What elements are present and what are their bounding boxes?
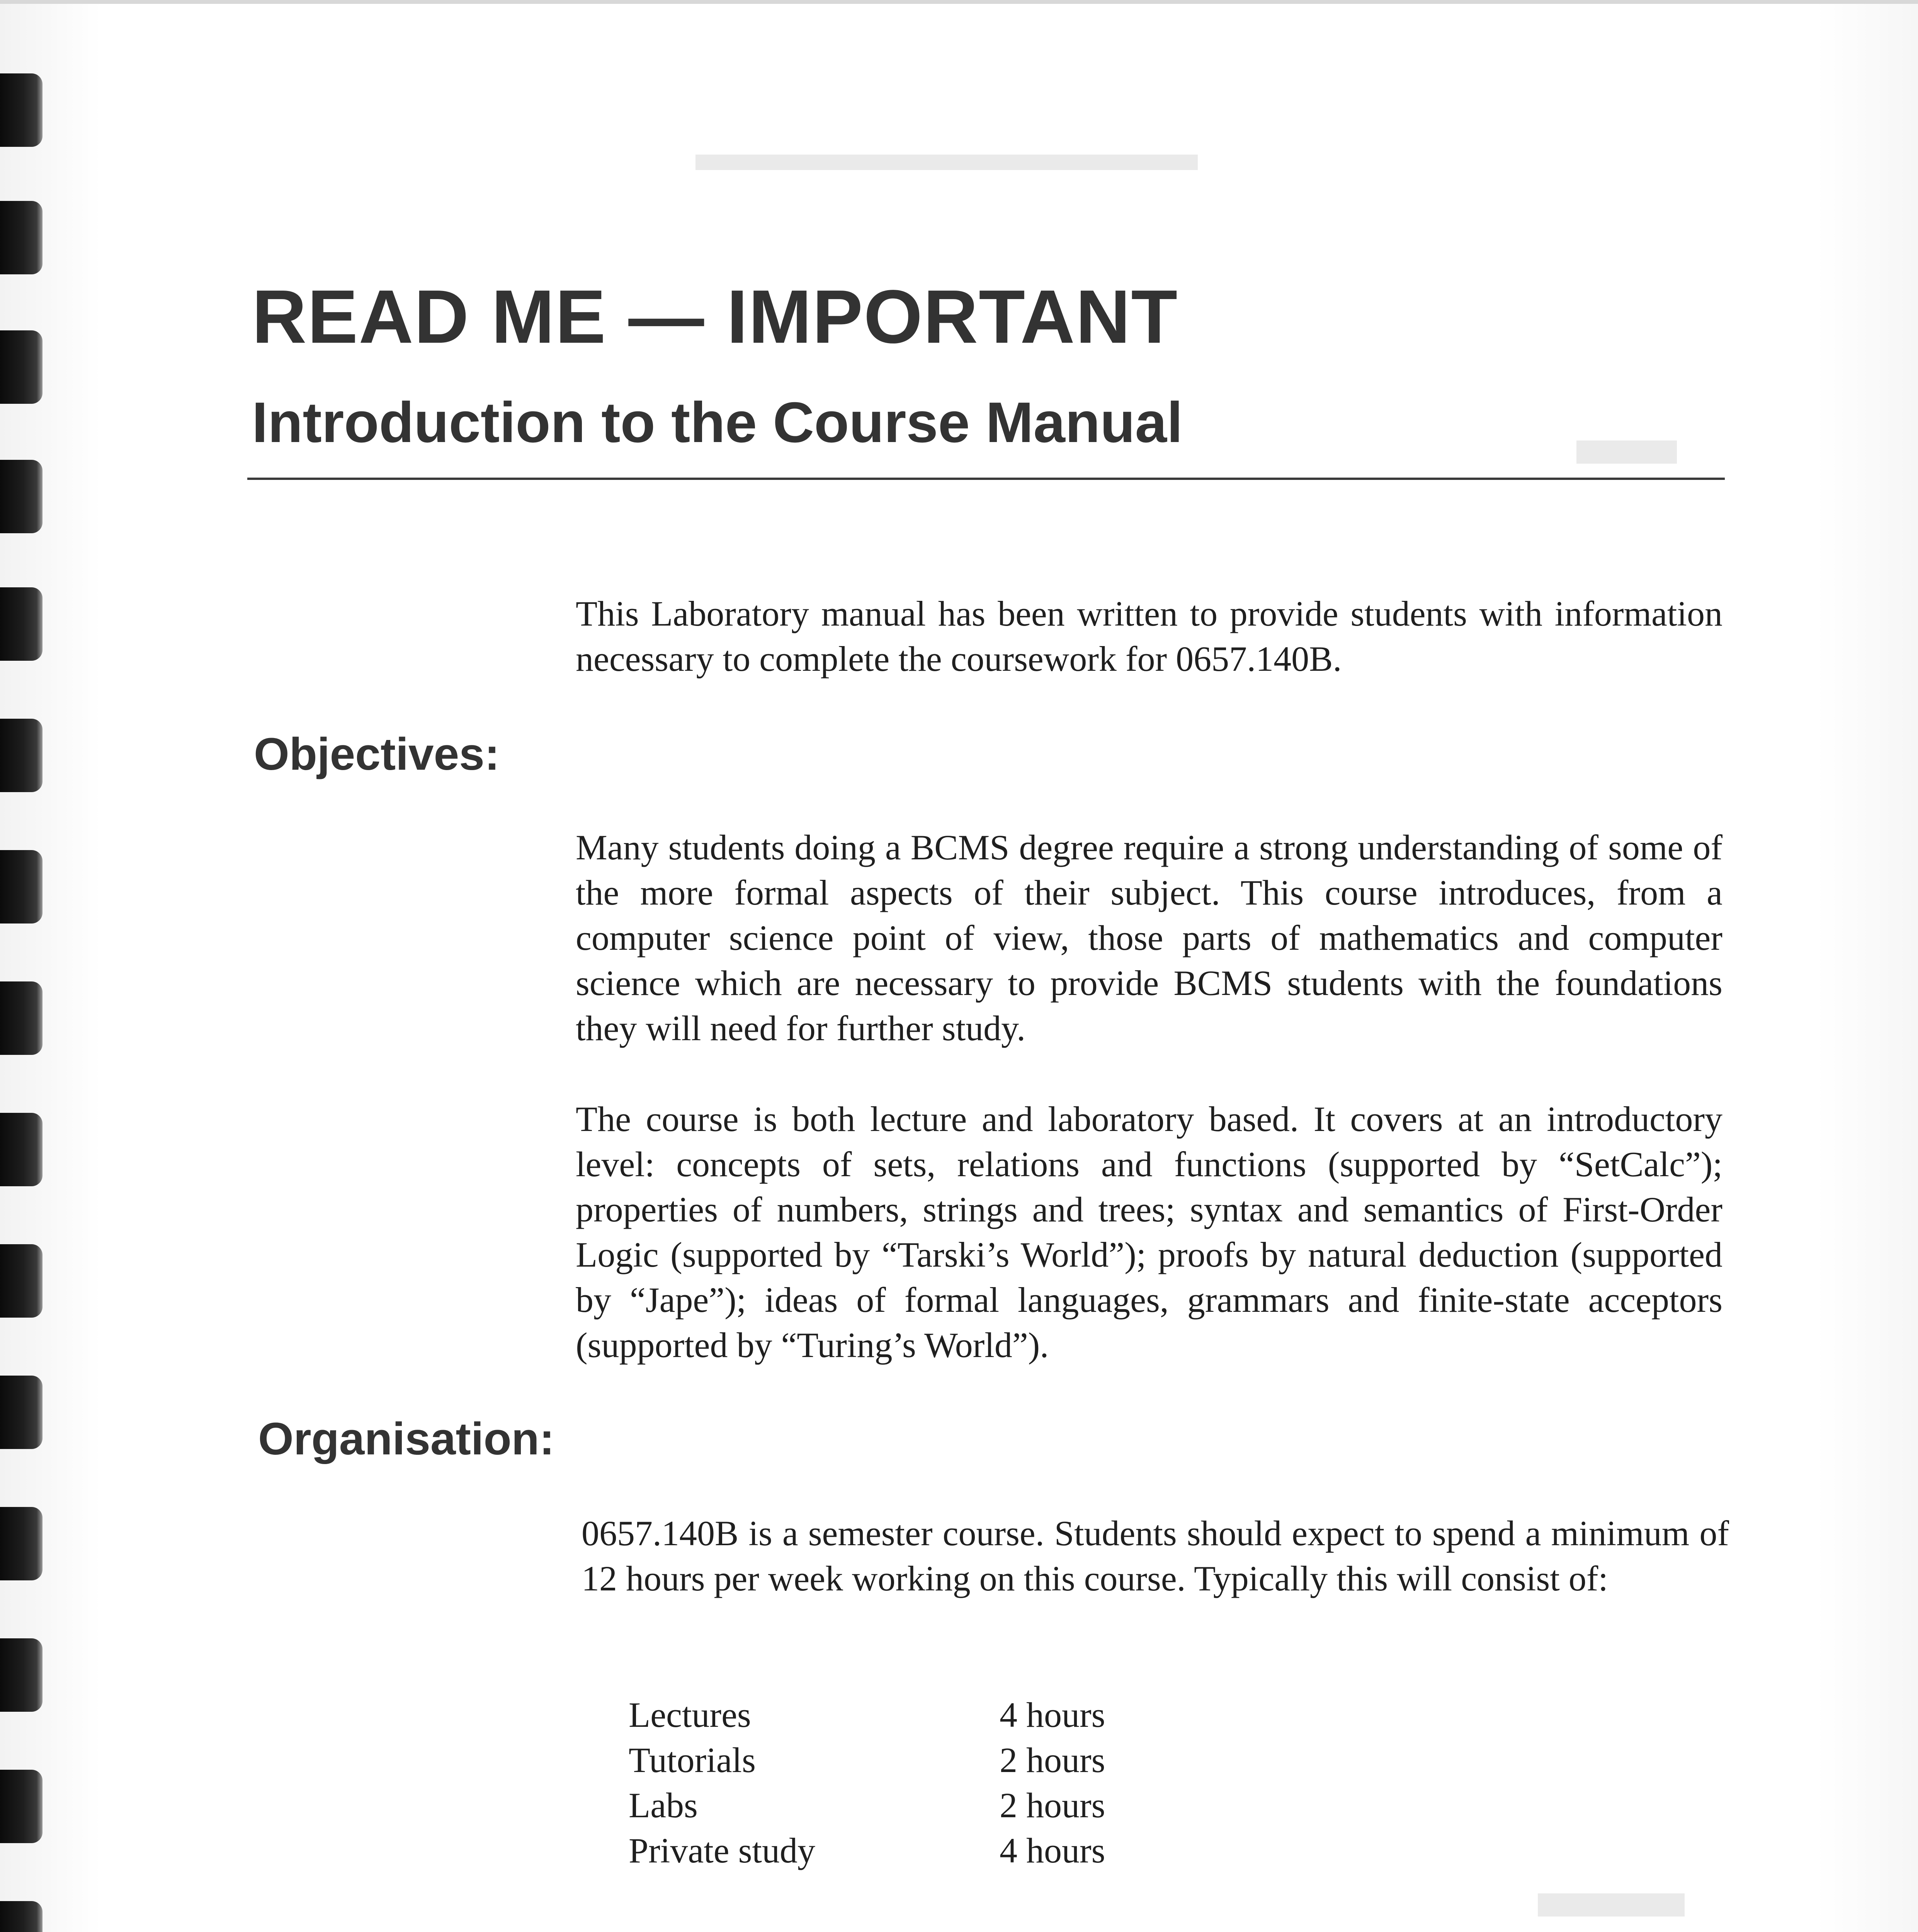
page-top-edge bbox=[0, 0, 1918, 4]
page-subtitle: Introduction to the Course Manual bbox=[252, 391, 1183, 454]
activity-cell: Labs bbox=[629, 1786, 698, 1825]
objectives-paragraph-2: The course is both lecture and laboratory based. It covers at an introductory level: concepts of sets, relations and functions (supported by “SetCalc”); properties of numbers, strings and trees; syntax and semantics of First-Order Logic (supported by “Tarski’s World”); proofs by natural deduction (supported by “Jape”); ideas of formal languages, grammars and finite-state acceptors (supported by “Turing’s World”). bbox=[576, 1099, 1722, 1365]
activity-cell: Tutorials bbox=[629, 1740, 756, 1780]
page-title: READ ME — IMPORTANT bbox=[252, 274, 1178, 359]
hours-cell: 4 hours bbox=[1000, 1695, 1105, 1735]
binding-ring bbox=[0, 1244, 43, 1318]
objectives-paragraph-1: Many students doing a BCMS degree require a strong understanding of some of the more formal aspects of their subject. This course introduces, from a computer science point of view, those parts of mathematics and computer science which are necessary to provide BCMS students with the foundations they will need for further study. bbox=[576, 828, 1722, 1048]
binding-ring bbox=[0, 330, 43, 404]
organisation-paragraph-1: 0657.140B is a semester course. Students should expect to spend a minimum of 12 hours per week working on this course. Typically this will consist of: bbox=[582, 1514, 1729, 1598]
binding-ring bbox=[0, 460, 43, 533]
binding-ring bbox=[0, 1901, 43, 1932]
table-row bbox=[629, 1692, 1105, 1738]
show-through-mark bbox=[1538, 1893, 1685, 1917]
table-row bbox=[629, 1828, 1105, 1873]
binding-ring bbox=[0, 587, 43, 661]
hours-cell: 2 hours bbox=[1000, 1740, 1105, 1780]
table-row bbox=[629, 1738, 1105, 1783]
binding-ring bbox=[0, 1376, 43, 1449]
objectives-heading: Objectives: bbox=[254, 729, 500, 780]
weekly-hours-table bbox=[629, 1692, 1105, 1873]
activity-cell: Private study bbox=[629, 1831, 815, 1870]
organisation-heading: Organisation: bbox=[258, 1413, 555, 1464]
binding-ring bbox=[0, 1770, 43, 1843]
binding-ring bbox=[0, 73, 43, 147]
binding-ring bbox=[0, 201, 43, 274]
show-through-mark bbox=[695, 155, 1198, 170]
binding-ring bbox=[0, 981, 43, 1055]
spiral-binding bbox=[0, 0, 62, 1932]
table-row bbox=[629, 1783, 1105, 1828]
title-divider bbox=[247, 478, 1725, 480]
binding-ring bbox=[0, 1507, 43, 1580]
binding-ring bbox=[0, 1638, 43, 1712]
hours-cell: 2 hours bbox=[1000, 1786, 1105, 1825]
intro-paragraph: This Laboratory manual has been written to provide students with information necessary to complete the coursework for 0657.140B. bbox=[576, 594, 1722, 679]
hours-cell: 4 hours bbox=[1000, 1831, 1105, 1870]
binding-ring bbox=[0, 1113, 43, 1186]
activity-cell: Lectures bbox=[629, 1695, 751, 1735]
binding-ring bbox=[0, 719, 43, 792]
show-through-mark bbox=[1576, 440, 1677, 464]
binding-ring bbox=[0, 850, 43, 923]
